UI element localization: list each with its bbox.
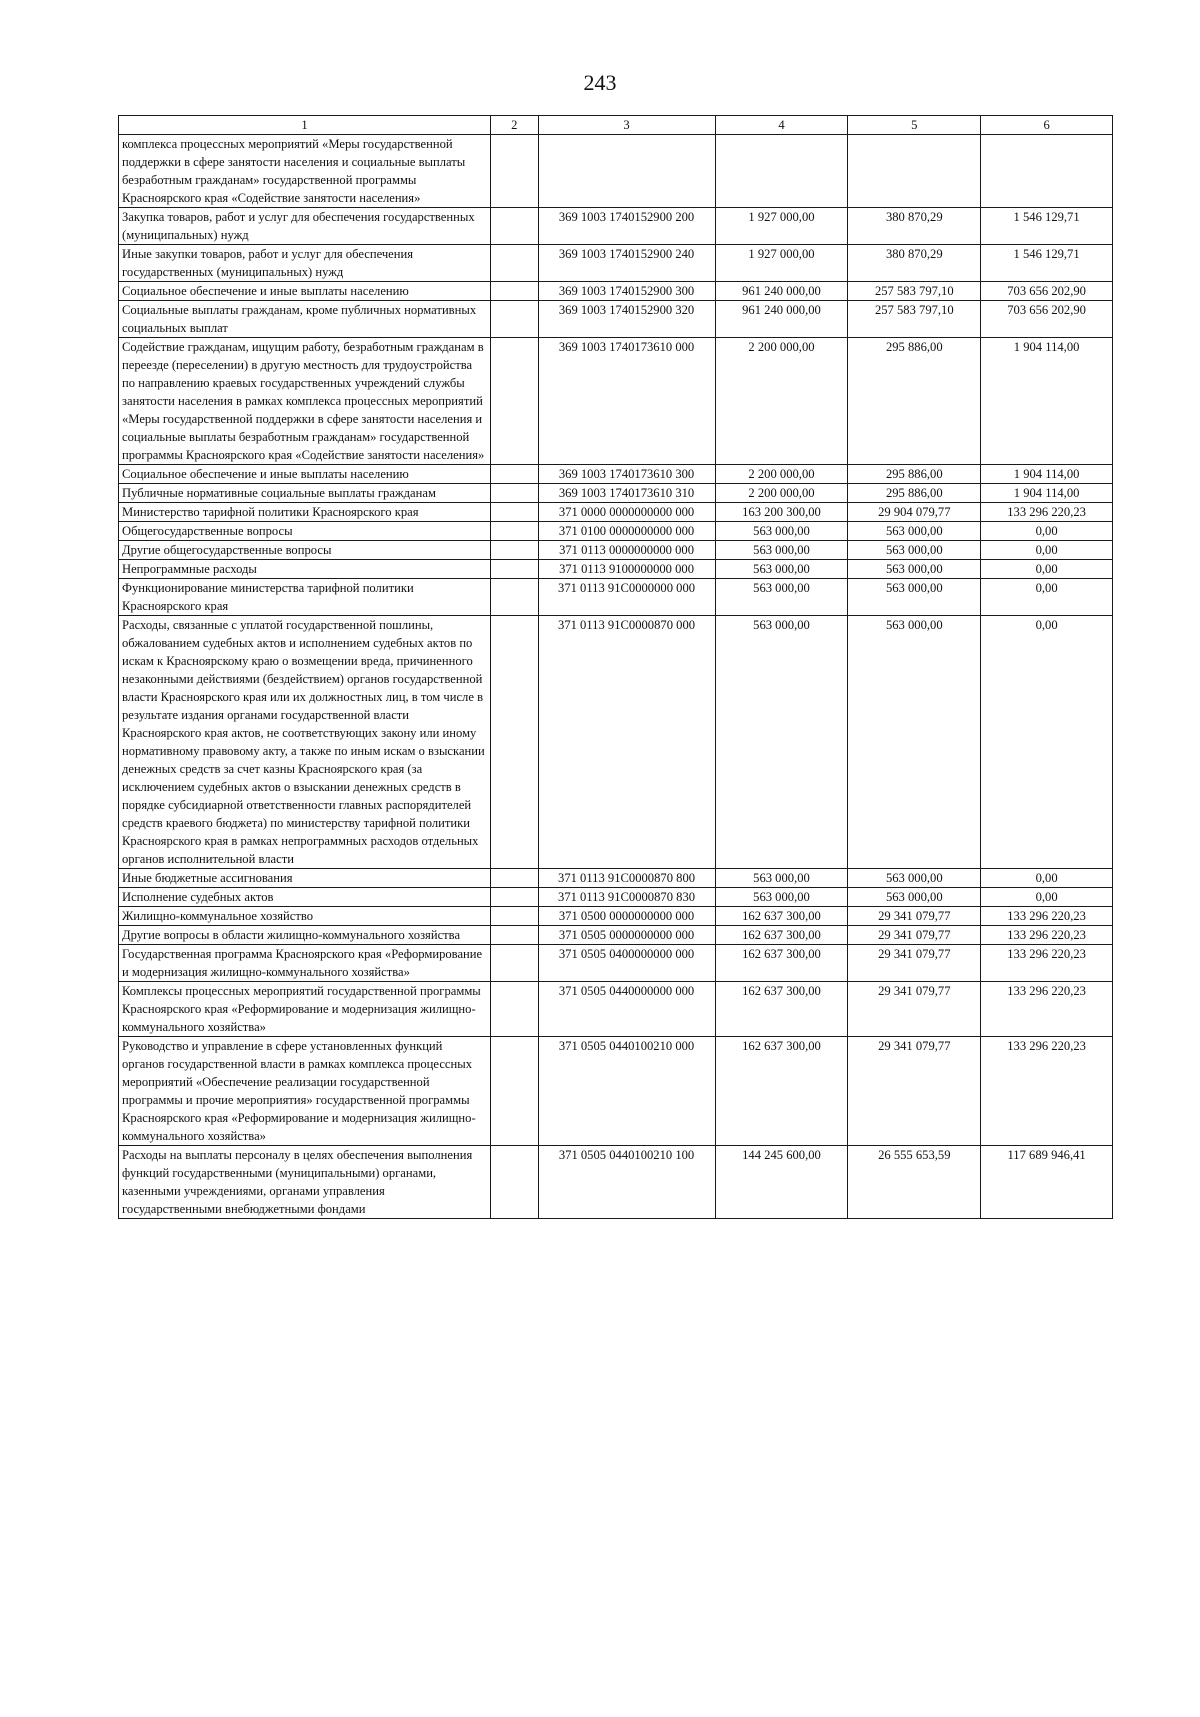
row-column-5: 563 000,00 [848,579,981,616]
row-column-2 [491,301,538,338]
row-column-2 [491,1146,538,1219]
row-code: 371 0113 91C0000000 000 [538,579,715,616]
row-column-5: 563 000,00 [848,616,981,869]
row-column-6: 0,00 [981,869,1113,888]
row-column-4: 563 000,00 [715,579,848,616]
table-row [119,560,1113,579]
row-column-2 [491,245,538,282]
table-row [119,208,1113,245]
table-row [119,869,1113,888]
row-column-5: 380 870,29 [848,208,981,245]
row-column-2 [491,888,538,907]
row-column-6: 133 296 220,23 [981,1037,1113,1146]
row-column-2 [491,484,538,503]
row-column-6: 1 904 114,00 [981,338,1113,465]
row-code: 371 0505 0440100210 000 [538,1037,715,1146]
budget-table [118,115,1113,1219]
row-column-4: 563 000,00 [715,616,848,869]
row-column-6: 0,00 [981,616,1113,869]
row-code: 371 0500 0000000000 000 [538,907,715,926]
row-description: Другие общегосударственные вопросы [119,541,491,560]
row-column-5: 295 886,00 [848,484,981,503]
row-description: Иные закупки товаров, работ и услуг для обеспечения государственных (муниципальных) нужд [119,245,491,282]
table-row [119,465,1113,484]
row-column-5: 29 341 079,77 [848,907,981,926]
row-code: 371 0113 91C0000870 000 [538,616,715,869]
row-description: Закупка товаров, работ и услуг для обеспечения государственных (муниципальных) нужд [119,208,491,245]
row-column-4: 1 927 000,00 [715,245,848,282]
row-description: Общегосударственные вопросы [119,522,491,541]
row-column-4: 563 000,00 [715,888,848,907]
table-row [119,503,1113,522]
row-code: 371 0505 0000000000 000 [538,926,715,945]
table-row [119,616,1113,869]
row-code: 371 0000 0000000000 000 [538,503,715,522]
row-column-5: 29 341 079,77 [848,1037,981,1146]
row-column-2 [491,945,538,982]
row-column-5: 257 583 797,10 [848,282,981,301]
row-column-4: 563 000,00 [715,522,848,541]
row-column-5: 380 870,29 [848,245,981,282]
table-row [119,1037,1113,1146]
row-column-5: 29 341 079,77 [848,926,981,945]
row-column-2 [491,503,538,522]
row-column-2 [491,982,538,1037]
row-column-6: 0,00 [981,541,1113,560]
row-code: 371 0113 91C0000870 800 [538,869,715,888]
row-column-2 [491,208,538,245]
row-column-4: 1 927 000,00 [715,208,848,245]
row-column-2 [491,465,538,484]
column-header-3: 3 [538,116,715,135]
row-code: 369 1003 1740173610 310 [538,484,715,503]
column-header-2: 2 [491,116,538,135]
row-description: Социальное обеспечение и иные выплаты населению [119,282,491,301]
row-column-4: 563 000,00 [715,560,848,579]
row-column-6: 133 296 220,23 [981,926,1113,945]
table-row [119,282,1113,301]
row-column-5: 295 886,00 [848,338,981,465]
row-column-5: 563 000,00 [848,869,981,888]
table-row [119,1146,1113,1219]
row-column-6: 0,00 [981,579,1113,616]
row-column-2 [491,869,538,888]
row-description: Расходы на выплаты персоналу в целях обеспечения выполнения функций государственными (муниципальными) органами, казенными учреждениями, органами управления государственными внебюджетными фондами [119,1146,491,1219]
row-column-6: 133 296 220,23 [981,907,1113,926]
row-code: 369 1003 1740152900 300 [538,282,715,301]
row-column-4: 2 200 000,00 [715,465,848,484]
row-column-2 [491,338,538,465]
table-row [119,522,1113,541]
row-column-5: 295 886,00 [848,465,981,484]
row-column-4: 163 200 300,00 [715,503,848,522]
row-column-6: 0,00 [981,888,1113,907]
row-description: Государственная программа Красноярского края «Реформирование и модернизация жилищно-коммунального хозяйства» [119,945,491,982]
row-column-5: 563 000,00 [848,541,981,560]
row-column-2 [491,926,538,945]
row-column-4: 961 240 000,00 [715,301,848,338]
row-column-4 [715,135,848,208]
row-column-6: 0,00 [981,522,1113,541]
row-column-6: 133 296 220,23 [981,945,1113,982]
row-column-4: 162 637 300,00 [715,982,848,1037]
row-description: Иные бюджетные ассигнования [119,869,491,888]
row-code: 369 1003 1740152900 200 [538,208,715,245]
row-column-6: 117 689 946,41 [981,1146,1113,1219]
row-description: Расходы, связанные с уплатой государственной пошлины, обжалованием судебных актов и исполнением судебных актов по искам к Красноярскому краю о возмещении вреда, причиненного незаконными действиями (бездействием) органов государственной власти Красноярского края или их должностных лиц, в том числе в результате издания органами государственной власти Красноярского края актов, не соответствующих закону или иному нормативному правовому акту, а также по иным искам о взыскании денежных средств за счет казны Красноярского края (за исключением судебных актов о взыскании денежных средств в порядке субсидиарной ответственности главных распорядителей средств краевого бюджета) по министерству тарифной политики Красноярского края в рамках непрограммных расходов отдельных органов исполнительной власти [119,616,491,869]
row-code: 371 0113 0000000000 000 [538,541,715,560]
row-code: 371 0505 0400000000 000 [538,945,715,982]
row-column-6: 1 546 129,71 [981,245,1113,282]
table-row [119,338,1113,465]
row-code: 369 1003 1740173610 300 [538,465,715,484]
table-row [119,135,1113,208]
table-body [119,135,1113,1219]
row-code: 371 0505 0440000000 000 [538,982,715,1037]
column-header-1: 1 [119,116,491,135]
row-column-5: 563 000,00 [848,888,981,907]
row-column-6: 703 656 202,90 [981,282,1113,301]
row-description: Социальное обеспечение и иные выплаты населению [119,465,491,484]
row-column-6: 1 904 114,00 [981,465,1113,484]
row-description: Непрограммные расходы [119,560,491,579]
row-column-5: 29 341 079,77 [848,945,981,982]
row-column-5: 29 904 079,77 [848,503,981,522]
row-description: Комплексы процессных мероприятий государственной программы Красноярского края «Реформирование и модернизация жилищно-коммунального хозяйства» [119,982,491,1037]
column-header-5: 5 [848,116,981,135]
page-number: 243 [583,70,617,95]
row-column-5 [848,135,981,208]
row-description: Исполнение судебных актов [119,888,491,907]
row-column-6 [981,135,1113,208]
row-column-5: 257 583 797,10 [848,301,981,338]
row-column-2 [491,616,538,869]
row-column-6: 1 904 114,00 [981,484,1113,503]
row-column-2 [491,522,538,541]
column-header-6: 6 [981,116,1113,135]
row-description: Содействие гражданам, ищущим работу, безработным гражданам в переезде (переселении) в другую местность для трудоустройства по направлению краевых государственных учреждений службы занятости населения в рамках комплекса процессных мероприятий «Меры государственной поддержки в сфере занятости населения и социальные выплаты безработным гражданам» государственной программы Красноярского края «Содействие занятости населения» [119,338,491,465]
row-column-2 [491,541,538,560]
row-column-6: 703 656 202,90 [981,301,1113,338]
table-header [119,116,1113,135]
row-code: 371 0100 0000000000 000 [538,522,715,541]
table-row [119,245,1113,282]
row-column-4: 563 000,00 [715,541,848,560]
row-code [538,135,715,208]
row-column-4: 2 200 000,00 [715,484,848,503]
row-column-4: 162 637 300,00 [715,1037,848,1146]
row-description: Жилищно-коммунальное хозяйство [119,907,491,926]
row-column-2 [491,560,538,579]
row-column-5: 563 000,00 [848,560,981,579]
table-row [119,907,1113,926]
row-description: Министерство тарифной политики Красноярского края [119,503,491,522]
row-code: 369 1003 1740173610 000 [538,338,715,465]
row-description: комплекса процессных мероприятий «Меры государственной поддержки в сфере занятости населения и социальные выплаты безработным гражданам» государственной программы Красноярского края «Содействие занятости населения» [119,135,491,208]
row-description: Публичные нормативные социальные выплаты гражданам [119,484,491,503]
table-row [119,888,1113,907]
row-column-4: 162 637 300,00 [715,926,848,945]
column-header-4: 4 [715,116,848,135]
row-column-4: 144 245 600,00 [715,1146,848,1219]
row-code: 371 0113 91C0000870 830 [538,888,715,907]
row-code: 371 0505 0440100210 100 [538,1146,715,1219]
row-column-2 [491,579,538,616]
row-description: Другие вопросы в области жилищно-коммунального хозяйства [119,926,491,945]
row-column-6: 0,00 [981,560,1113,579]
table-row [119,945,1113,982]
row-code: 371 0113 9100000000 000 [538,560,715,579]
table-row [119,301,1113,338]
row-column-2 [491,282,538,301]
table-row [119,926,1113,945]
row-column-4: 162 637 300,00 [715,945,848,982]
row-column-4: 563 000,00 [715,869,848,888]
row-column-6: 133 296 220,23 [981,982,1113,1037]
row-column-2 [491,1037,538,1146]
table-row [119,982,1113,1037]
row-column-4: 2 200 000,00 [715,338,848,465]
table-row [119,579,1113,616]
table-row [119,484,1113,503]
header-row [119,116,1113,135]
row-column-5: 26 555 653,59 [848,1146,981,1219]
table-row [119,541,1113,560]
row-code: 369 1003 1740152900 240 [538,245,715,282]
row-column-4: 162 637 300,00 [715,907,848,926]
row-description: Руководство и управление в сфере установленных функций органов государственной власти в рамках комплекса процессных мероприятий «Обеспечение реализации государственной программы и прочие мероприятия» государственной программы Красноярского края «Реформирование и модернизация жилищно-коммунального хозяйства» [119,1037,491,1146]
row-column-2 [491,907,538,926]
row-column-4: 961 240 000,00 [715,282,848,301]
row-column-2 [491,135,538,208]
row-column-6: 1 546 129,71 [981,208,1113,245]
row-code: 369 1003 1740152900 320 [538,301,715,338]
row-description: Функционирование министерства тарифной политики Красноярского края [119,579,491,616]
row-column-5: 29 341 079,77 [848,982,981,1037]
row-column-5: 563 000,00 [848,522,981,541]
row-column-6: 133 296 220,23 [981,503,1113,522]
row-description: Социальные выплаты гражданам, кроме публичных нормативных социальных выплат [119,301,491,338]
